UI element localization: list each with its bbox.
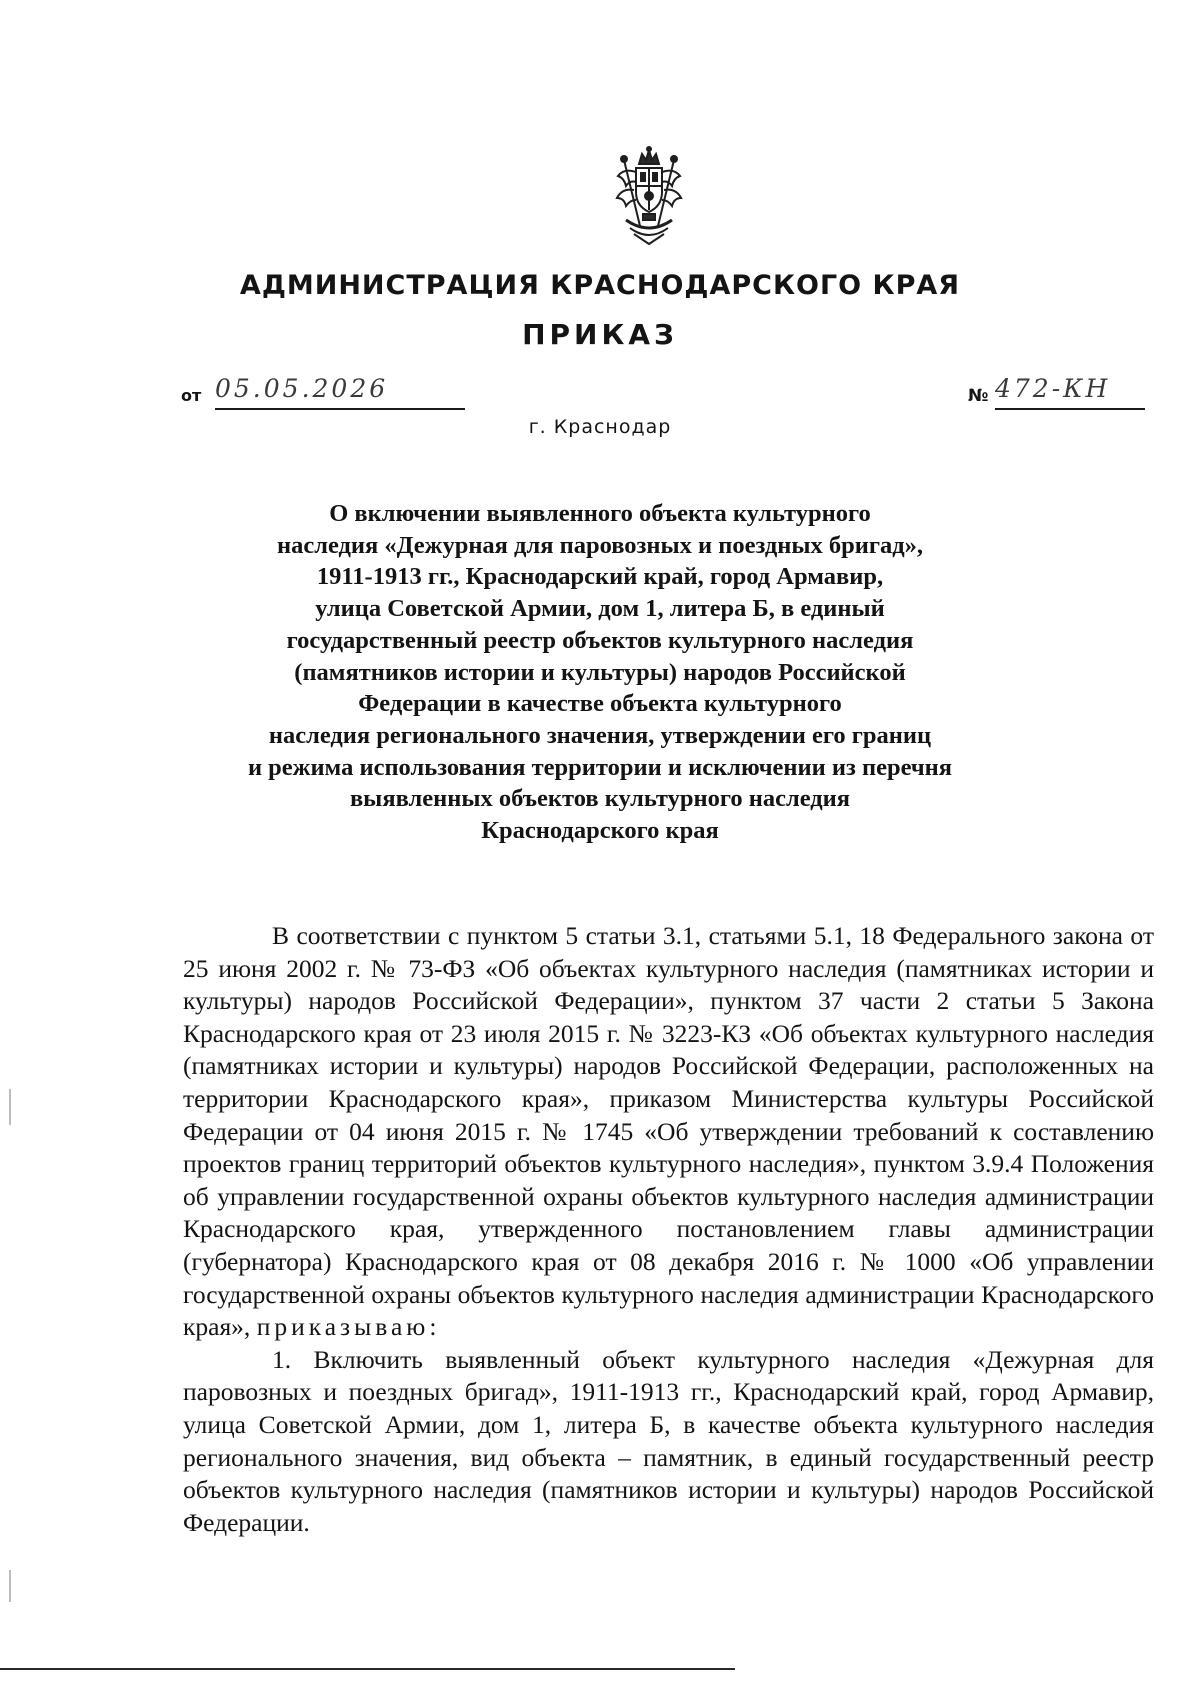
title-line: и режима использования территории и исключении из перечня [247, 753, 953, 781]
title-line: выявленных объектов культурного наследия [349, 785, 851, 813]
title-line: (памятников истории и культуры) народов Российской [294, 658, 906, 686]
title-line: О включении выявленного объекта культурного [329, 500, 871, 527]
document-body [183, 920, 1154, 1539]
title-line: наследия «Дежурная для паровозных и поездных бригад», [276, 531, 924, 559]
date-field [215, 374, 465, 410]
title-line: наследия регионального значения, утверждении его границ [268, 721, 932, 749]
title-line: Краснодарского края [481, 817, 719, 845]
title-line: 1911-1913 гг., Краснодарский край, город Армавир, [316, 563, 884, 591]
preamble-text: В соответствии с пунктом 5 статьи 3.1, статьями 5.1, 18 Федерального закона от 25 июня 2002 г. № 73-ФЗ «Об объектах культурного наследия (памятниках истории и культуры) народов Российской Федерации», пунктом 37 части 2 статьи 5 Закона Краснодарского края от 23 июля 2015 г. № 3223-КЗ «Об объектах культурного наследия (памятниках истории и культуры) народов Российской Федерации, расположенных на территории Краснодарского края», приказом Министерства культуры Российской Федерации от 04 июня 2015 г. № 1745 «Об утверждении требований к составлению проектов границ территорий объектов культурного наследия», пунктом 3.9.4 Положения об управлении государственной охраны объектов культурного наследия администрации Краснодарского края, утвержденного постановлением главы администрации (губернатора) Краснодарского края от 08 декабря 2016 г. № 1000 «Об управлении государственной охраны объектов культурного наследия администрации Краснодарского края», [183, 921, 1154, 1342]
title-line: Федерации в качестве объекта культурного [358, 690, 842, 718]
city: г. Краснодар [528, 416, 672, 438]
handwritten-date: 05.05.2026 [215, 374, 389, 403]
coat-of-arms-emblem [612, 146, 686, 246]
title-line: улица Советской Армии, дом 1, литера Б, в единый [315, 595, 885, 623]
footer-rule [0, 1668, 735, 1670]
handwritten-number: 472-КН [995, 374, 1111, 403]
clause-1-paragraph: 1. Включить выявленный объект культурного наследия «Дежурная для паровозных и поездных бригад», 1911-1913 гг., Краснодарский край, город Армавир, улица Советской Армии, дом 1, литера Б, в качестве объекта культурного наследия регионального значения, вид объекта – памятник, в единый государственный реестр объектов культурного наследия (памятников истории и культуры) народов Российской Федерации. [183, 1344, 1154, 1537]
date-prefix: от [181, 386, 202, 405]
title-line: государственный реестр объектов культурного наследия [286, 626, 914, 654]
preamble-paragraph [183, 920, 1154, 1344]
organization-name: АДМИНИСТРАЦИЯ КРАСНОДАРСКОГО КРАЯ [239, 270, 961, 301]
document-title [220, 498, 980, 847]
number-prefix: № [968, 386, 989, 406]
order-word: приказываю: [256, 1312, 441, 1342]
scan-artifact-mark [9, 1570, 11, 1602]
scan-artifact-mark [9, 1089, 11, 1125]
document-type: ПРИКАЗ [522, 318, 678, 351]
number-field [995, 374, 1145, 410]
